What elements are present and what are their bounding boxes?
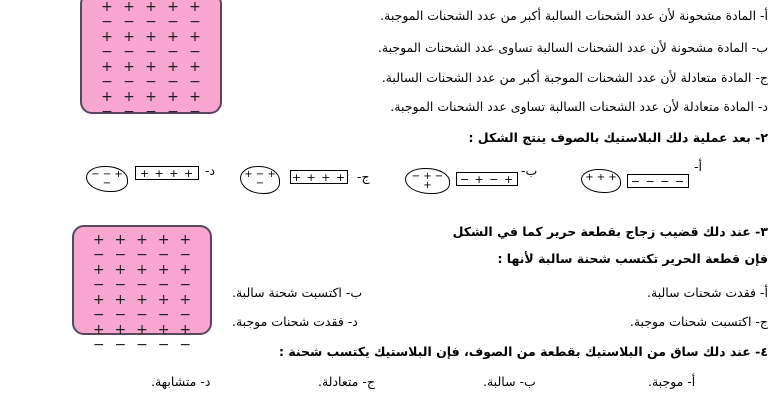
- charge-pair: +−: [123, 59, 135, 90]
- charge-pair: +−: [101, 89, 113, 120]
- q2-option-a-cloth: + + +: [581, 169, 621, 193]
- q4-option-c: ج- متعادلة.: [318, 374, 375, 389]
- charge-pair: +−: [123, 89, 135, 120]
- charge-pair: + −: [157, 322, 170, 353]
- charge-pair: + −: [179, 292, 192, 323]
- charge-pair: +−: [189, 59, 201, 90]
- q4-option-a: أ- موجبة.: [648, 374, 696, 389]
- charge-pair: + −: [92, 232, 105, 263]
- q2-option-c-plate: + + + +: [291, 171, 347, 184]
- q2-option-d-label: د-: [205, 163, 216, 178]
- charge-grid: [96, 0, 206, 120]
- charge-pair: +−: [145, 59, 157, 90]
- charge-pair: +−: [167, 29, 179, 60]
- charge-pair: + −: [92, 262, 105, 293]
- charge-diagram-q1: [80, 0, 222, 120]
- charge-pair: + −: [179, 262, 192, 293]
- q1-option-b: ب- المادة مشحونة لأن عدد الشحنات السالبة تساوى عدد الشحنات الموجبة.: [377, 40, 768, 55]
- charge-pair: +−: [189, 0, 201, 30]
- q2-question: ٢- بعد عملية دلك البلاستيك بالصوف ينتج الشكل :: [468, 130, 768, 145]
- charge-pair: +−: [123, 0, 135, 30]
- charge-pair: + −: [114, 322, 127, 353]
- charge-pair: +−: [101, 59, 113, 90]
- q3-option-a: أ- فقدت شحنات سالبة.: [647, 285, 768, 300]
- charge-pair: + −: [114, 232, 127, 263]
- q1-option-c: ج- المادة متعادلة لأن عدد الشحنات الموجبة أكبر من عدد الشحنات السالبة.: [381, 70, 768, 85]
- charge-pair: + −: [92, 322, 105, 353]
- charge-pair: +−: [167, 59, 179, 90]
- charge-pair: +−: [167, 0, 179, 30]
- charge-pair: +−: [189, 89, 201, 120]
- charge-pair: +−: [189, 29, 201, 60]
- charge-pair: +−: [145, 29, 157, 60]
- q2-option-b-label: ب-: [521, 163, 538, 178]
- charge-pair: + −: [179, 232, 192, 263]
- charge-pair: + −: [136, 292, 148, 323]
- charge-grid: [88, 232, 196, 353]
- q2-option-c-cloth: + − + −: [240, 166, 280, 194]
- q3-option-c: ج- اكتسبت شحنات موجبة.: [629, 314, 768, 329]
- q2-option-b-cloth: − + − +: [405, 168, 450, 194]
- q2-option-b-plate: − + − +: [456, 172, 518, 186]
- q4-option-b: ب- سالبة.: [483, 374, 536, 389]
- charge-pair: +−: [123, 29, 135, 60]
- q2-option-d-cloth: − − + −: [86, 166, 128, 192]
- q3-subquestion: فإن قطعة الحرير تكتسب شحنة سالبة لأنها :: [497, 251, 768, 266]
- charge-pair: +−: [101, 0, 113, 30]
- q4-option-d: د- متشابهة.: [151, 374, 211, 389]
- charge-pair: + −: [136, 262, 148, 293]
- q2-option-c-label: ج-: [357, 169, 370, 184]
- q1-option-d: د- المادة متعادلة لأن عدد الشحنات السالبة تساوى عدد الشحنات الموجبة.: [390, 99, 768, 114]
- charge-pair: + −: [179, 322, 192, 353]
- charge-pair: + −: [157, 292, 170, 323]
- charge-pair: + −: [136, 322, 148, 353]
- charge-pair: + −: [114, 292, 127, 323]
- charge-pair: +−: [167, 89, 179, 120]
- q2-option-a-label: أ-: [694, 159, 702, 174]
- charge-pair: + −: [157, 232, 170, 263]
- q1-option-a: أ- المادة مشحونة لأن عدد الشحنات السالبة أكبر من عدد الشحنات الموجبة.: [380, 8, 768, 23]
- charge-pair: + −: [92, 292, 105, 323]
- charge-pair: +−: [145, 0, 157, 30]
- q2-option-a-plate: − − − −: [627, 174, 689, 188]
- charge-pair: + −: [157, 262, 170, 293]
- charge-diagram-q3: [72, 225, 212, 353]
- charge-pair: +−: [101, 29, 113, 60]
- q3-option-d: د- فقدت شحنات موجبة.: [232, 314, 358, 329]
- q2-option-d-plate: + + + +: [135, 166, 199, 180]
- charge-pair: +−: [145, 89, 157, 120]
- q3-question: ٣- عند دلك قضيب زجاج بقطعة حرير كما في الشكل: [452, 224, 768, 239]
- charge-pair: + −: [136, 232, 148, 263]
- q3-option-b: ب- اكتسبت شحنة سالبة.: [232, 285, 363, 300]
- q4-question: ٤- عند دلك ساق من البلاستيك بقطعة من الصوف، فإن البلاستيك يكتسب شحنة :: [278, 344, 768, 359]
- charge-pair: + −: [114, 262, 127, 293]
